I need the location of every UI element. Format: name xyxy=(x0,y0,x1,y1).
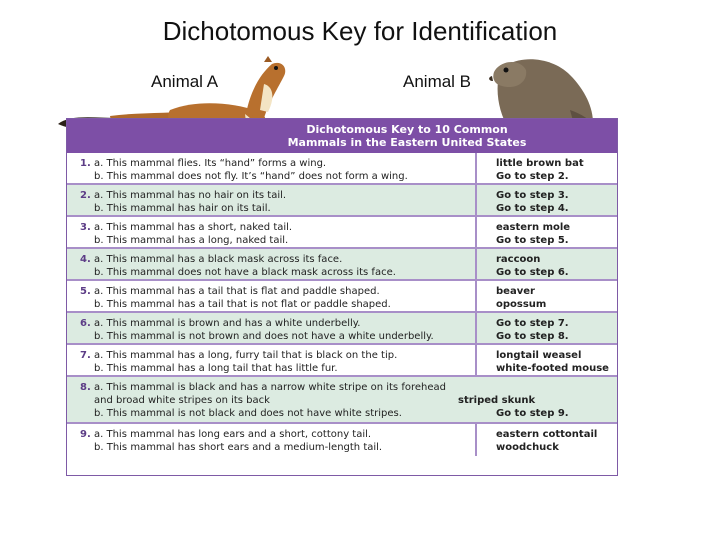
step-option-a: a. This mammal has long ears and a short, cottony tail. xyxy=(94,429,372,440)
step-result-a: beaver xyxy=(496,286,535,297)
step-result-a: Go to step 3. xyxy=(496,190,569,201)
step-option-b: b. This mammal is not brown and does not have a white underbelly. xyxy=(94,331,434,342)
page-title: Dichotomous Key for Identification xyxy=(162,16,558,46)
key-header xyxy=(67,119,617,153)
step-result-b: woodchuck xyxy=(496,442,559,453)
step-result-b: Go to step 5. xyxy=(496,235,569,246)
step-option-b: b. This mammal has short ears and a medium-length tail. xyxy=(94,442,383,453)
step-result-a: eastern mole xyxy=(496,222,571,233)
step-result-b: Go to step 6. xyxy=(496,267,569,278)
key-step-2 xyxy=(67,185,617,217)
step-option-b: b. This mammal does not have a black mask across its face. xyxy=(94,267,396,278)
key-header-line-2: Mammals in the Eastern United States xyxy=(287,136,527,149)
step-result-b: opossum xyxy=(496,299,547,310)
step-option-b: b. This mammal has a long tail that has little fur. xyxy=(94,363,338,374)
step-result-b: Go to step 8. xyxy=(496,331,569,342)
step-option-b: b. This mammal has hair on its tail. xyxy=(94,203,271,214)
step-option-a-continued: and broad white stripes on its back xyxy=(94,395,270,406)
step-option-a: a. This mammal has no hair on its tail. xyxy=(94,190,287,201)
step-result-b: Go to step 2. xyxy=(496,171,569,182)
step-option-a: a. This mammal has a tail that is flat and paddle shaped. xyxy=(94,286,380,297)
column-divider xyxy=(475,281,477,311)
key-step-6 xyxy=(67,313,617,345)
step-result-a: little brown bat xyxy=(496,158,584,169)
animal-b-label: Animal B xyxy=(403,72,472,91)
step-result-b: Go to step 9. xyxy=(496,408,569,419)
step-option-a: a. This mammal has a short, naked tail. xyxy=(94,222,293,233)
key-step-7 xyxy=(67,345,617,377)
step-option-a: a. This mammal is black and has a narrow white stripe on its forehead xyxy=(94,382,446,393)
column-divider xyxy=(475,185,477,215)
key-step-8 xyxy=(67,377,617,424)
dichotomous-key-table xyxy=(67,119,617,475)
key-header-line-1: Dichotomous Key to 10 Common xyxy=(306,123,508,136)
step-number: 6. xyxy=(80,318,91,329)
key-body xyxy=(67,153,617,475)
column-divider xyxy=(475,217,477,247)
step-option-a: a. This mammal flies. Its “hand” forms a wing. xyxy=(94,158,327,169)
key-step-1 xyxy=(67,153,617,185)
step-option-b: b. This mammal does not fly. It’s “hand” does not form a wing. xyxy=(94,171,408,182)
step-option-b: b. This mammal has a long, naked tail. xyxy=(94,235,289,246)
step-result-a: striped skunk xyxy=(458,395,536,406)
step-number: 4. xyxy=(80,254,91,265)
step-number: 9. xyxy=(80,429,91,440)
step-result-b: white-footed mouse xyxy=(496,363,609,374)
key-step-5 xyxy=(67,281,617,313)
step-result-b: Go to step 4. xyxy=(496,203,569,214)
step-result-a: Go to step 7. xyxy=(496,318,569,329)
step-result-a: eastern cottontail xyxy=(496,429,598,440)
step-number: 2. xyxy=(80,190,91,201)
step-result-a: longtail weasel xyxy=(496,350,582,361)
step-number: 5. xyxy=(80,286,91,297)
step-option-a: a. This mammal has a black mask across its face. xyxy=(94,254,343,265)
step-number: 7. xyxy=(80,350,91,361)
step-option-b: b. This mammal has a tail that is not flat or paddle shaped. xyxy=(94,299,391,310)
key-step-3 xyxy=(67,217,617,249)
step-number: 1. xyxy=(80,158,91,169)
column-divider xyxy=(475,249,477,279)
step-number: 8. xyxy=(80,382,91,393)
column-divider xyxy=(475,345,477,375)
step-option-a: a. This mammal has a long, furry tail that is black on the tip. xyxy=(94,350,398,361)
step-option-a: a. This mammal is brown and has a white underbelly. xyxy=(94,318,361,329)
column-divider xyxy=(475,153,477,183)
column-divider xyxy=(475,424,477,456)
animal-a-label: Animal A xyxy=(151,72,219,91)
column-divider xyxy=(475,313,477,343)
step-option-b: b. This mammal is not black and does not have white stripes. xyxy=(94,408,402,419)
step-number: 3. xyxy=(80,222,91,233)
key-step-4 xyxy=(67,249,617,281)
step-result-a: raccoon xyxy=(496,254,541,265)
key-step-9 xyxy=(67,424,617,456)
